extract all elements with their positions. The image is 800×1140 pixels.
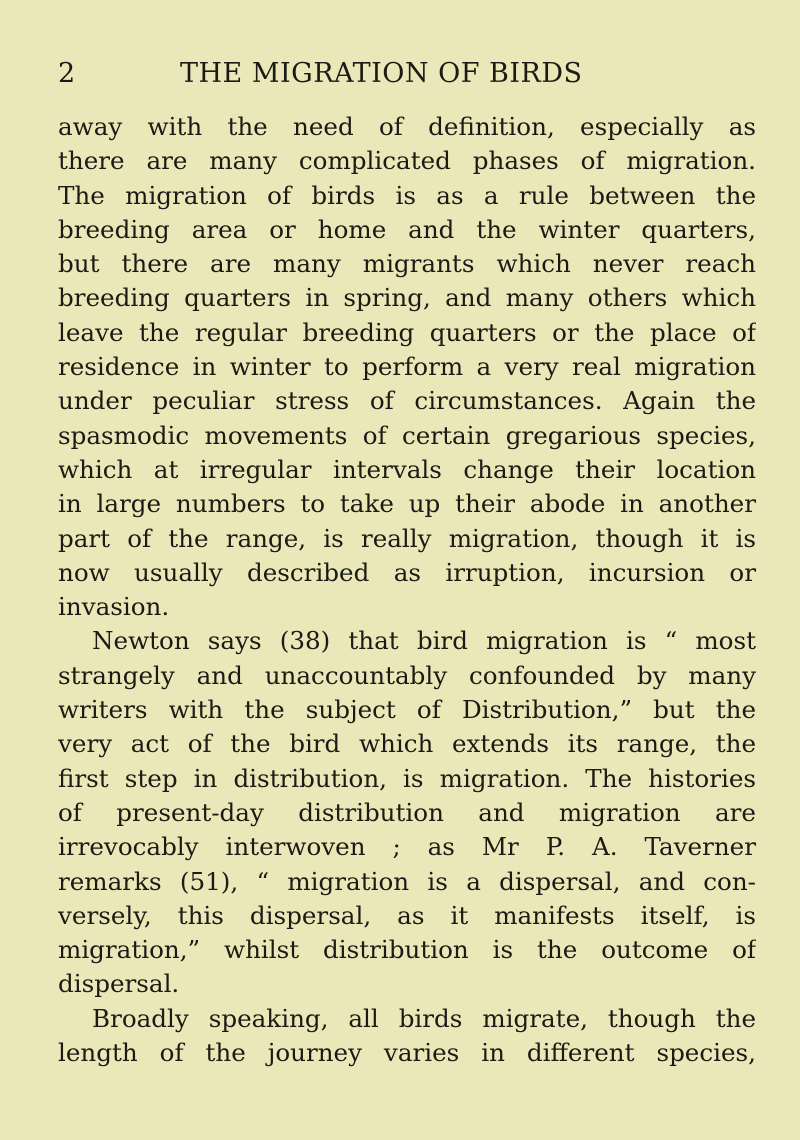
text-line: writers with the subject of Distribution,” but the [58, 695, 756, 725]
text-line: length of the journey varies in different species, [58, 1038, 756, 1068]
page-number: 2 [58, 58, 76, 89]
text-line: strangely and unaccountably confounded by many [58, 660, 756, 690]
text-line: in large numbers to take up their abode in another [58, 489, 756, 519]
text-line: of present-day distribution and migration are [58, 797, 756, 827]
text-line: versely, this dispersal, as it manifests itself, is [58, 900, 756, 930]
text-line: migration,” whilst distribution is the outcome of [58, 935, 756, 965]
text-line: Newton says (38) that bird migration is “ most [92, 626, 756, 656]
text-line: The migration of birds is as a rule between the [58, 180, 756, 210]
text-line: spasmodic movements of certain gregarious species, [58, 420, 756, 450]
text-line: Broadly speaking, all birds migrate, though the [92, 1003, 756, 1033]
running-head: THE MIGRATION OF BIRDS [180, 58, 583, 89]
text-line: but there are many migrants which never reach [58, 249, 756, 279]
text-line: remarks (51), “ migration is a dispersal, and con- [58, 866, 756, 896]
text-line: breeding quarters in spring, and many others which [58, 283, 756, 313]
text-line: first step in distribution, is migration. The histories [58, 763, 756, 793]
page-header [58, 58, 760, 94]
text-line: irrevocably interwoven ; as Mr P. A. Taverner [58, 832, 756, 862]
text-line: very act of the bird which extends its range, the [58, 729, 756, 759]
text-line: away with the need of definition, especially as [58, 112, 756, 141]
text-line: part of the range, is really migration, though it is [58, 523, 756, 553]
text-line: residence in winter to perform a very real migration [58, 352, 756, 382]
text-line: which at irregular intervals change their location [58, 454, 756, 484]
text-line: invasion. [58, 592, 170, 622]
text-line: dispersal. [58, 969, 180, 999]
text-line: now usually described as irruption, incursion or [58, 557, 756, 587]
text-line: breeding area or home and the winter quarters, [58, 214, 756, 244]
text-line: leave the regular breeding quarters or the place of [58, 317, 756, 347]
body-text [58, 110, 756, 1070]
text-line: under peculiar stress of circumstances. Again the [58, 386, 756, 416]
text-line: there are many complicated phases of migration. [58, 146, 756, 176]
